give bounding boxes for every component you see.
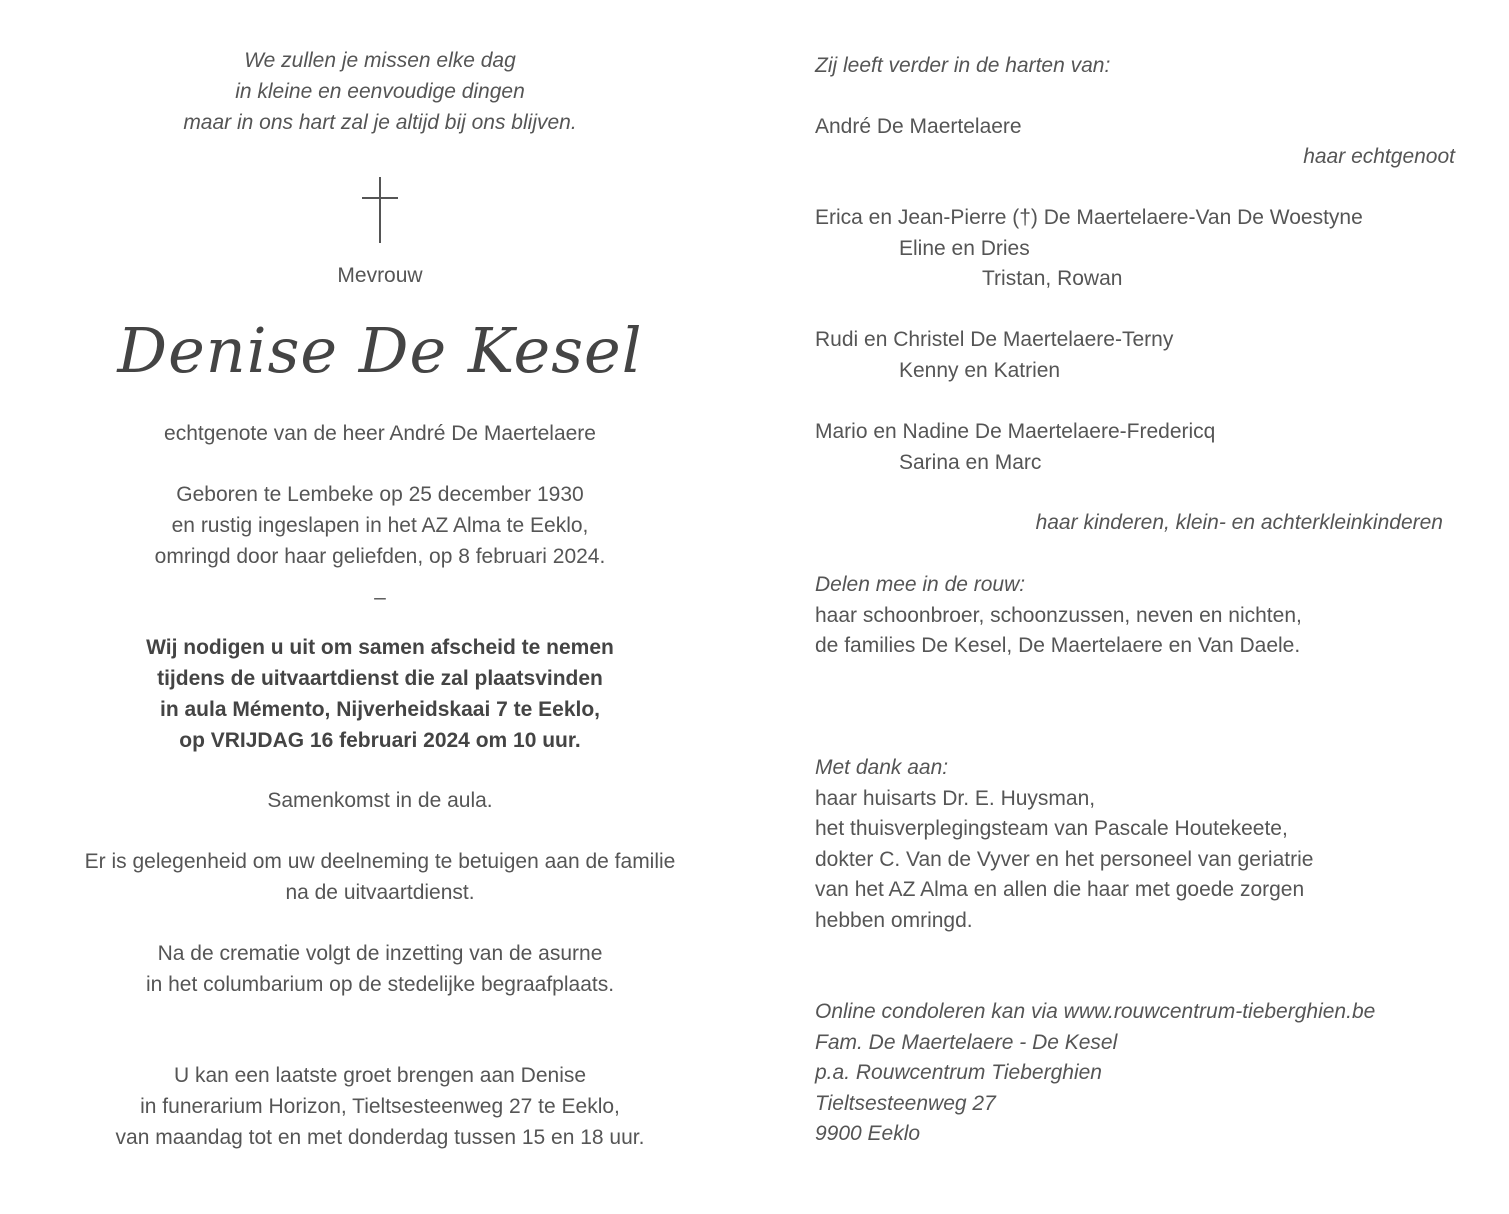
contact-line: p.a. Rouwcentrum Tieberghien [815, 1061, 1102, 1085]
gathering-note: Samenkomst in de aula. [267, 789, 493, 812]
poem [30, 45, 730, 138]
visitation-note [30, 1060, 730, 1153]
thanks-section [815, 753, 1455, 937]
thanks-line: dokter C. Van de Vyver en het personeel van geriatrie [815, 847, 1314, 871]
family-grandchildren: Sarina en Marc [899, 450, 1042, 474]
birth-line: en rustig ingeslapen in het AZ Alma te Eeklo, [171, 514, 589, 537]
husband-name: André De Maertelaere [815, 115, 1022, 138]
visit-line: U kan een laatste groet brengen aan Denise [173, 1064, 587, 1087]
contact-line: Tieltsesteenweg 27 [815, 1091, 996, 1115]
invite-line: Wij nodigen u uit om samen afscheid te nemen [146, 636, 614, 659]
family-parents: Mario en Nadine De Maertelaere-Fredericq [815, 420, 1216, 443]
condolence-line: Er is gelegenheid om uw deelneming te betuigen aan de familie [84, 850, 676, 873]
poem-line: We zullen je missen elke dag [244, 49, 516, 72]
family-greatgrandchildren: Tristan, Rowan [982, 267, 1123, 291]
family-grandchildren: Kenny en Katrien [899, 358, 1061, 382]
thanks-line: het thuisverplegingsteam van Pascale Houtekeete, [815, 817, 1288, 841]
cross-icon [362, 177, 398, 243]
thanks-line: van het AZ Alma en allen die haar met goede zorgen [815, 878, 1305, 902]
online-condolence-link[interactable]: Online condoleren kan via www.rouwcentrum-tieberghien.be [815, 1000, 1376, 1023]
invite-line: in aula Mémento, Nijverheidskaai 7 te Eeklo, [160, 698, 600, 721]
title-prefix: Mevrouw [337, 264, 423, 287]
condolence-line: na de uitvaartdienst. [285, 881, 475, 904]
poem-line: in kleine en eenvoudige dingen [235, 80, 525, 103]
cremation-note [30, 938, 730, 1000]
separator-dash: – [374, 586, 386, 609]
family-group [815, 325, 1455, 386]
thanks-intro: Met dank aan: [815, 756, 949, 779]
visit-line: in funerarium Horizon, Tieltsesteenweg 27 te Eeklo, [140, 1095, 620, 1118]
family-group [815, 417, 1455, 478]
thanks-line: haar huisarts Dr. E. Huysman, [815, 786, 1096, 810]
mourning-line: de families De Kesel, De Maertelaere en Van Daele. [815, 634, 1301, 658]
mourning-intro: Delen mee in de rouw: [815, 573, 1026, 596]
contact-line: 9900 Eeklo [815, 1122, 921, 1146]
birth-line: Geboren te Lembeke op 25 december 1930 [176, 483, 584, 506]
cremation-line: in het columbarium op de stedelijke begraafplaats. [145, 973, 615, 996]
visit-line: van maandag tot en met donderdag tussen 15 en 18 uur. [115, 1126, 645, 1149]
birth-death-info [30, 479, 730, 572]
mourning-section [815, 570, 1455, 662]
children-role: haar kinderen, klein- en achterkleinkinderen [1035, 511, 1443, 534]
invite-line: tijdens de uitvaartdienst die zal plaatsvinden [157, 667, 603, 690]
family-group [815, 203, 1455, 295]
family-parents: Erica en Jean-Pierre (†) De Maertelaere-Van De Woestyne [815, 206, 1363, 229]
invite-line: op VRIJDAG 16 februari 2024 om 10 uur. [179, 729, 581, 752]
birth-line: omringd door haar geliefden, op 8 februari 2024. [154, 545, 606, 568]
deceased-name: Denise De Kesel [117, 314, 643, 387]
condolence-note [30, 846, 730, 908]
husband-role: haar echtgenoot [1303, 145, 1455, 168]
thanks-line: hebben omringd. [815, 908, 973, 932]
spouse-line: echtgenote van de heer André De Maertelaere [164, 422, 596, 445]
family-parents: Rudi en Christel De Maertelaere-Terny [815, 328, 1174, 351]
family-grandchildren: Eline en Dries [899, 236, 1030, 260]
survivors-intro: Zij leeft verder in de harten van: [815, 54, 1111, 77]
poem-line: maar in ons hart zal je altijd bij ons blijven. [183, 111, 577, 134]
mourning-line: haar schoonbroer, schoonzussen, neven en nichten, [815, 603, 1302, 627]
contact-line: Fam. De Maertelaere - De Kesel [815, 1030, 1118, 1054]
cremation-line: Na de crematie volgt de inzetting van de asurne [157, 942, 603, 965]
contact-section [815, 997, 1455, 1150]
funeral-invitation [30, 632, 730, 756]
